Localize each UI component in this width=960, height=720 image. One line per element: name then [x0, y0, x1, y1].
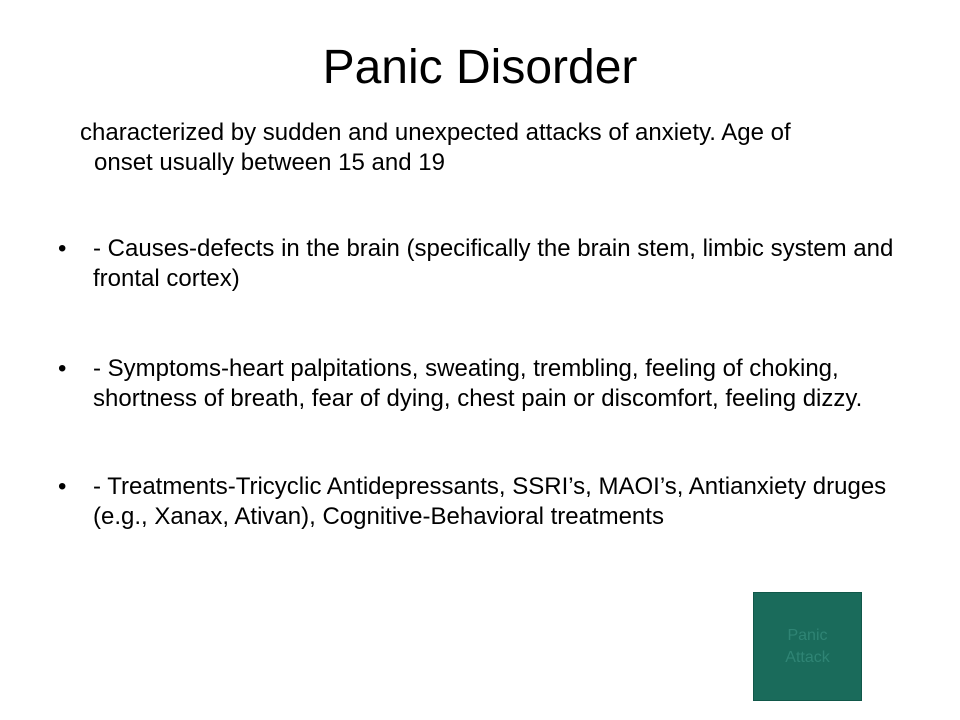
- bullet-symptoms-text: - Symptoms-heart palpitations, sweating, trembling, feeling of choking, shortness of breath, fear of dying, chest pain or discomfort, feeling dizzy.: [93, 355, 863, 412]
- image-placeholder-label: Panic Attack: [785, 626, 830, 666]
- bullet-symptoms: [58, 354, 908, 414]
- bullet-treatments: [58, 472, 908, 532]
- bullet-dot-icon: •: [58, 235, 67, 262]
- slide-title: Panic Disorder: [322, 41, 638, 94]
- panic-attack-image-placeholder: [753, 592, 862, 701]
- bullet-dot-icon: •: [58, 473, 67, 500]
- intro-text: characterized by sudden and unexpected attacks of anxiety. Age of onset usually between 15 and 19: [80, 119, 791, 176]
- bullet-list: [58, 234, 908, 592]
- bullet-dot-icon: •: [58, 355, 67, 382]
- bullet-causes-text: - Causes-defects in the brain (specifically the brain stem, limbic system and frontal cortex): [93, 235, 894, 292]
- bullet-treatments-text: - Treatments-Tricyclic Antidepressants, SSRI’s, MAOI’s, Antianxiety druges (e.g., Xanax, Ativan), Cognitive-Behavioral treatments: [93, 473, 887, 530]
- bullet-causes: [58, 234, 908, 294]
